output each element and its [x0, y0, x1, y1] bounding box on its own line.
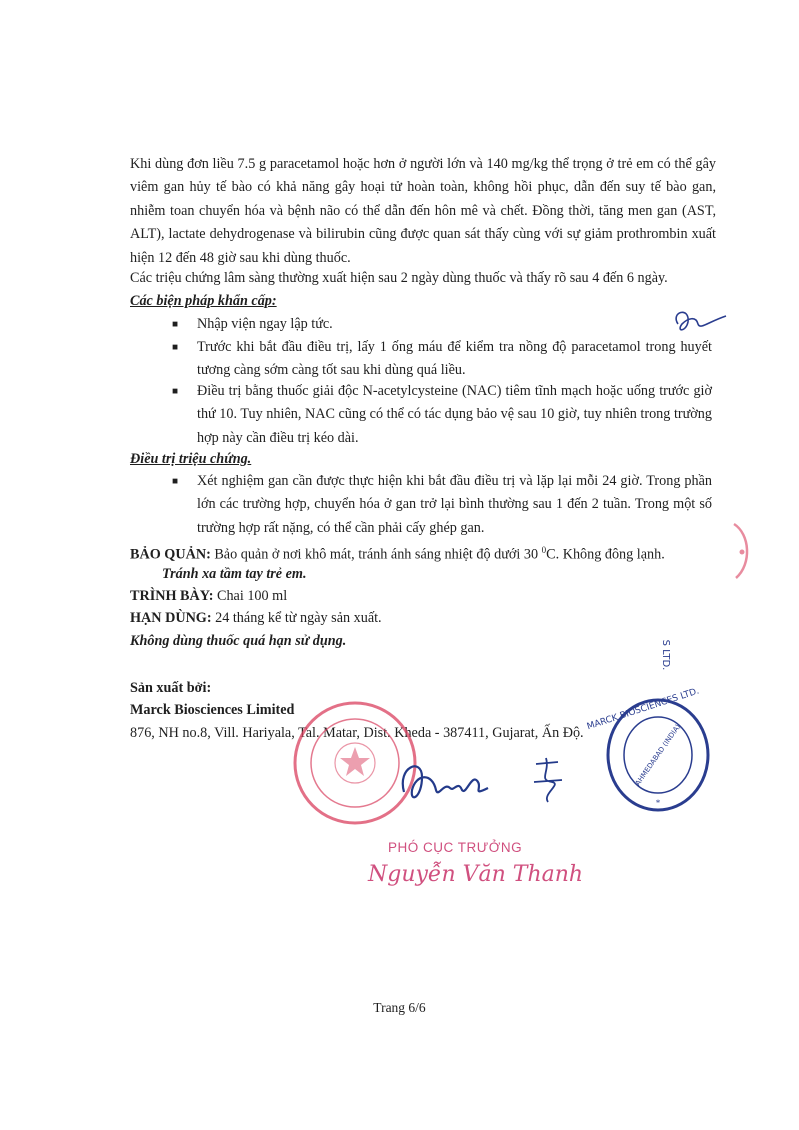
symptomatic-item-1: Xét nghiệm gan cần được thực hiện khi bắt đầu điều trị và lặp lại mỗi 24 giờ. Trong phần lớn các trường hợp, chuyển hóa ở gan trở lại bình thường sau 1 đến 2 tuần. Trong một số trường hợp rất nặng, có thể cần phải cấy ghép gan.: [197, 473, 712, 536]
initial-signature: [528, 752, 568, 812]
margin-initial: [668, 302, 728, 342]
presentation-text: Chai 100 ml: [213, 588, 288, 604]
emergency-item-1: Nhập viện ngay lập tức.: [197, 316, 333, 332]
bullet-marker: ■: [172, 342, 179, 353]
symptoms-line: Các triệu chứng lâm sàng thường xuất hiện sau 2 ngày dùng thuốc và thấy rõ sau 4 đến 6 ngày.: [130, 270, 668, 286]
degree-mark: 0: [541, 545, 547, 555]
storage-text: Bảo quản ở nơi khô mát, tránh ánh sáng nhiệt độ dưới 30: [210, 546, 542, 563]
storage-line: [130, 539, 665, 566]
overdose-paragraph: Khi dùng đơn liều 7.5 g paracetamol hoặc hơn ở người lớn và 140 mg/kg thể trọng ở trẻ em có thể gây viêm gan hủy tế bào có khả năng gây hoại tử hoàn toàn, không hồi phục, dẫn đến suy tế bào gan, nhiễm toan chuyển hóa và bệnh não có thể dẫn đến hôn mê và chết. Đồng thời, tăng men gan (AST, ALT), lactate dehydrogenase và bilirubin cũng được quan sát thấy cùng với sự giảm prothrombin xuất hiện 12 đến 48 giờ sau khi dùng thuốc.: [130, 156, 716, 266]
storage-label: BẢO QUẢN:: [130, 546, 211, 563]
manufacturer-name: Marck Biosciences Limited: [130, 702, 295, 718]
edge-stamp: [732, 520, 799, 580]
manufacturer-address: 876, NH no.8, Vill. Hariyala, Tal. Matar, Dist. Kheda - 387411, Gujarat, Ấn Độ.: [130, 725, 584, 741]
signer-name: Nguyễn Văn Thanh: [368, 862, 584, 887]
emergency-item-3: Điều trị bằng thuốc giải độc N-acetylcysteine (NAC) tiêm tĩnh mạch hoặc uống trước giờ thứ 10. Tuy nhiên, NAC cũng có thể có tác dụng bảo vệ sau 10 giờ, tuy nhiên trong trường hợp này cần điều trị kéo dài.: [197, 383, 712, 446]
keep-away-notice: Tránh xa tầm tay trẻ em.: [162, 566, 307, 582]
expiry-text: 24 tháng kể từ ngày sản xuất.: [211, 610, 382, 626]
manufacturer-label: Sản xuất bởi:: [130, 680, 212, 696]
svg-text:AHMEDABAD (INDIA): AHMEDABAD (INDIA): [633, 722, 683, 788]
expiry-label: HẠN DÙNG:: [130, 610, 212, 626]
symptomatic-heading: Điều trị triệu chứng.: [130, 451, 252, 467]
storage-text-after: C. Không đông lạnh.: [546, 546, 665, 563]
presentation-label: TRÌNH BÀY:: [130, 588, 214, 604]
side-stamp-fragment: [648, 620, 678, 690]
svg-text:*: *: [655, 798, 661, 808]
emergency-item-2: Trước khi bắt đầu điều trị, lấy 1 ống máu để kiểm tra nồng độ paracetamol trong huyết tương càng sớm càng tốt sau khi dùng quá liều.: [197, 339, 712, 379]
page-number: Trang 6/6: [373, 1000, 426, 1015]
bullet-marker: ■: [172, 386, 179, 397]
emergency-heading: Các biện pháp khẩn cấp:: [130, 293, 277, 309]
bullet-marker: ■: [172, 319, 179, 330]
presentation-line: [130, 585, 287, 607]
director-signature: [392, 752, 492, 812]
company-stamp: [585, 686, 713, 815]
signer-title: PHÓ CỤC TRƯỞNG: [388, 840, 523, 855]
svg-text:MARCK BIOSCIENCES LTD.: MARCK BIOSCIENCES LTD.: [585, 686, 701, 733]
expiry-line: [130, 607, 382, 629]
bullet-marker: ■: [172, 476, 179, 487]
svg-text:S LTD.: S LTD.: [660, 639, 671, 671]
expiry-warning: Không dùng thuốc quá hạn sử dụng.: [130, 633, 347, 649]
